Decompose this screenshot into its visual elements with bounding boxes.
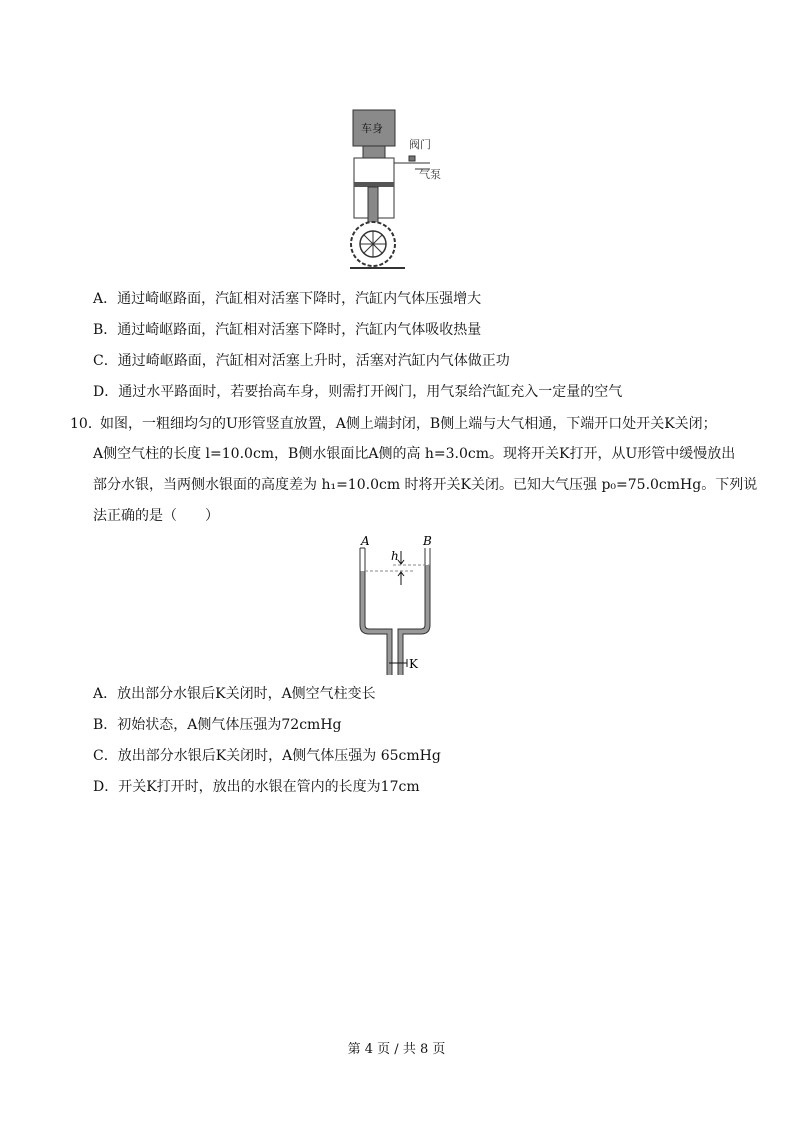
q10-number: 10． xyxy=(70,416,102,432)
label-k: K xyxy=(409,657,418,671)
label-b: B xyxy=(423,534,432,548)
q9-option-a: A．通过崎岖路面，汽缸相对活塞下降时，汽缸内气体压强增大 xyxy=(93,291,482,307)
pump-label: 气泵 xyxy=(419,168,441,181)
u-tube-figure xyxy=(355,533,445,675)
valve-label: 阀门 xyxy=(409,138,431,151)
q10-stem-line: 部分水银，当两侧水银面的高度差为 h₁=10.0cm 时将开关K关闭。已知大气压强 p₀=75.0cmHg。下列说 xyxy=(93,477,758,493)
car-suspension-figure xyxy=(345,106,455,271)
q10-option-b: B．初始状态，A侧气体压强为72cmHg xyxy=(93,717,342,733)
body-label: 车身 xyxy=(361,122,383,135)
label-h: h xyxy=(391,549,399,563)
q9-option-c: C．通过崎岖路面，汽缸相对活塞上升时，活塞对汽缸内气体做正功 xyxy=(93,353,510,369)
q10-option-a: A．放出部分水银后K关闭时，A侧空气柱变长 xyxy=(93,686,376,702)
q9-option-b: B．通过崎岖路面，汽缸相对活塞下降时，汽缸内气体吸收热量 xyxy=(93,322,482,338)
q10-option-c: C．放出部分水银后K关闭时，A侧气体压强为 65cmHg xyxy=(93,748,441,764)
q10-stem-line: 法正确的是（ ） xyxy=(93,508,219,524)
q10-stem-line: A侧空气柱的长度 l=10.0cm，B侧水银面比A侧的高 h=3.0cm。现将开关K打开，从U形管中缓慢放出 xyxy=(93,446,736,462)
q9-option-d: D．通过水平路面时，若要抬高车身，则需打开阀门，用气泵给汽缸充入一定量的空气 xyxy=(93,384,623,400)
q10-option-d: D．开关K打开时，放出的水银在管内的长度为17cm xyxy=(93,779,420,795)
page-footer: 第 4 页 / 共 8 页 xyxy=(347,1042,446,1057)
label-a: A xyxy=(361,534,370,548)
q10-stem-line: 如图，一粗细均匀的U形管竖直放置，A侧上端封闭，B侧上端与大气相通，下端开口处开关K关闭； xyxy=(100,416,717,432)
